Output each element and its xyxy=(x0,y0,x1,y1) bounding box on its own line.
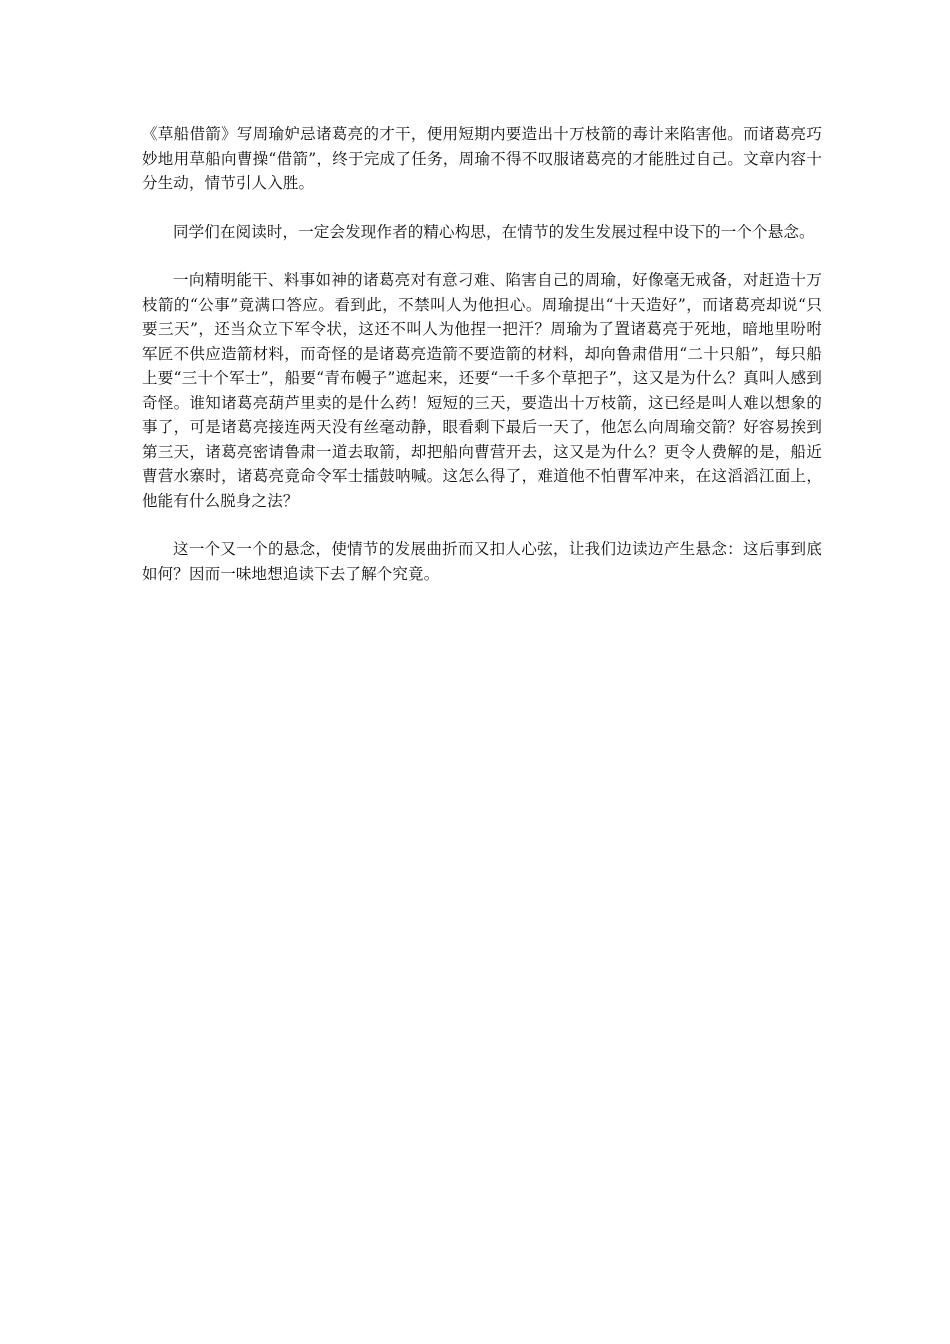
paragraph-suspense-analysis: 一向精明能干、料事如神的诸葛亮对有意刁难、陷害自己的周瑜，好像毫无戒备，对赶造十万枝箭的“公事”竟满口答应。看到此，不禁叫人为他担心。周瑜提出“十天造好”，而诸葛亮却说“只要三天”，还当众立下军令状，这还不叫人为他捏一把汗？周瑜为了置诸葛亮于死地，暗地里吩咐军匠不供应造箭材料，而奇怪的是诸葛亮造箭不要造箭的材料，却向鲁肃借用“二十只船”，每只船上要“三十个军士”，船要“青布幔子”遮起来，还要“一千多个草把子”，这又是为什么？真叫人感到奇怪。谁知诸葛亮葫芦里卖的是什么药！短短的三天，要造出十万枝箭，这已经是叫人难以想象的事了，可是诸葛亮接连两天没有丝毫动静，眼看剩下最后一天了，他怎么向周瑜交箭？好容易挨到第三天，诸葛亮密请鲁肃一道去取箭，却把船向曹营开去，这又是为什么？更令人费解的是，船近曹营水寨时，诸葛亮竟命令军士擂鼓呐喊。这怎么得了，难道他不怕曹军冲来，在这滔滔江面上，他能有什么脱身之法？ xyxy=(142,271,822,510)
paragraph-reading-note: 同学们在阅读时，一定会发现作者的精心构思，在情节的发生发展过程中设下的一个个悬念。 xyxy=(173,222,815,241)
document-body xyxy=(142,122,822,610)
paragraph-intro: 《草船借箭》写周瑜妒忌诸葛亮的才干，便用短期内要造出十万枝箭的毒计来陷害他。而诸葛亮巧妙地用草船向曹操“借箭”，终于完成了任务，周瑜不得不叹服诸葛亮的才能胜过自己。文章内容十分生动，情节引人入胜。 xyxy=(142,125,822,192)
paragraph-conclusion: 这一个又一个的悬念，使情节的发展曲折而又扣人心弦，让我们边读边产生悬念：这后事到底如何？因而一味地想追读下去了解个究竟。 xyxy=(142,540,822,583)
